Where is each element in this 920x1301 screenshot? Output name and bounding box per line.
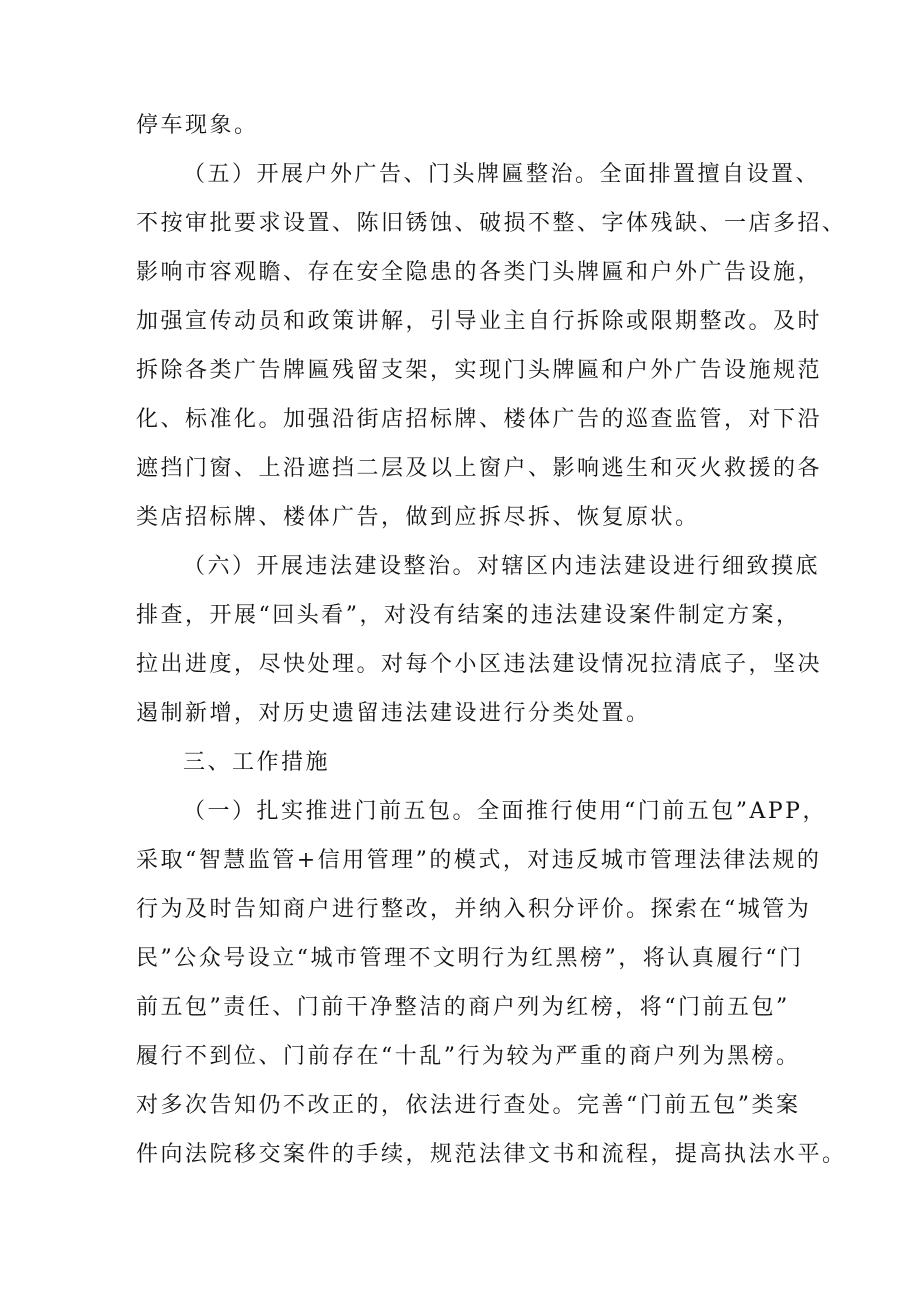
text-line: 民”公众号设立“城市管理不文明行为红黑榜”，将认真履行“门 — [136, 946, 804, 971]
text-line: 件向法院移交案件的手续，规范法律文书和流程，提高执法水平。 — [136, 1142, 847, 1167]
text-line: （五）开展户外广告、门头牌匾整治。全面排置擅自设置、 — [183, 162, 821, 187]
text-line: （一）扎实推进门前五包。全面推行使用“门前五包”APP， — [183, 799, 827, 824]
text-line: 类店招标牌、楼体广告，做到应拆尽拆、恢复原状。 — [136, 505, 700, 530]
heading-text: 三、工作措施 — [183, 750, 331, 775]
text-line: 采取“智慧监管+信用管理”的模式，对违反城市管理法律法规的 — [136, 848, 822, 873]
text-line: 前五包”责任、门前干净整洁的商户列为红榜，将“门前五包” — [136, 995, 790, 1020]
text-line: 对多次告知仍不改正的，依法进行查处。完善“门前五包”类案 — [136, 1093, 801, 1118]
text-line: 化、标准化。加强沿街店招标牌、楼体广告的巡查监管，对下沿 — [136, 407, 823, 432]
text-line: 加强宣传动员和政策讲解，引导业主自行拆除或限期整改。及时 — [136, 309, 823, 334]
text-line: 拆除各类广告牌匾残留支架，实现门头牌匾和户外广告设施规范 — [136, 358, 823, 383]
text-line: 履行不到位、门前存在“十乱”行为较为严重的商户列为黑榜。 — [136, 1044, 801, 1069]
text-line: 影响市容观瞻、存在安全隐患的各类门头牌匾和户外广告设施， — [136, 260, 823, 285]
text-line: 不按审批要求设置、陈旧锈蚀、破损不整、字体残缺、一店多招、 — [136, 211, 847, 236]
text-line: （六）开展违法建设整治。对辖区内违法建设进行细致摸底 — [183, 554, 821, 579]
text-line: 拉出进度，尽快处理。对每个小区违法建设情况拉清底子，坚决 — [136, 652, 823, 677]
text-line: 排查，开展“回头看”，对没有结案的违法建设案件制定方案， — [136, 603, 801, 628]
text-line: 遏制新增，对历史遗留违法建设进行分类处置。 — [136, 701, 651, 726]
text-line: 停车现象。 — [136, 113, 259, 138]
text-line: 遮挡门窗、上沿遮挡二层及以上窗户、影响逃生和灭火救援的各 — [136, 456, 823, 481]
text-line: 行为及时告知商户进行整改，并纳入积分评价。探索在“城管为 — [136, 897, 812, 922]
